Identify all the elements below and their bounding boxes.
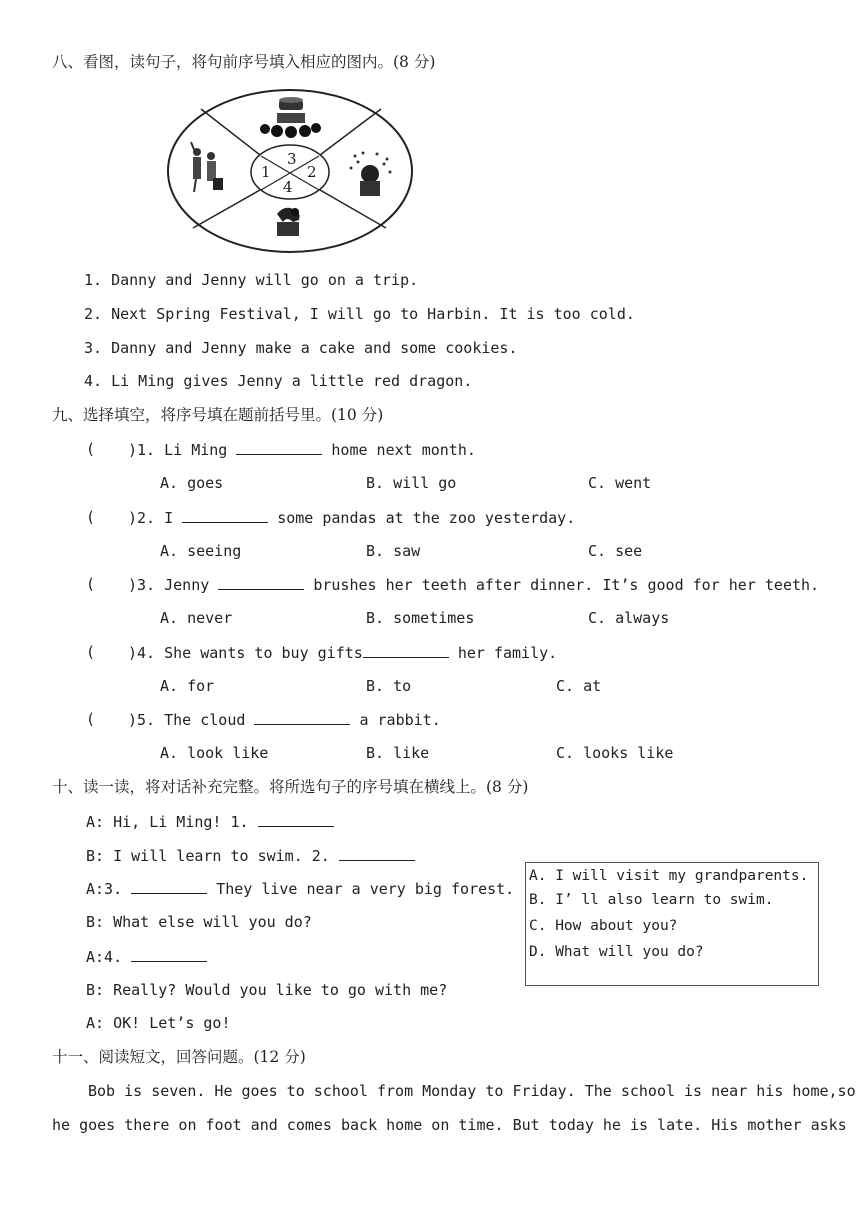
section-9-heading: 九、选择填空，将序号填在题前括号里。(10 分) <box>52 406 384 424</box>
answer-bracket[interactable]: ( <box>86 440 96 458</box>
answer-bracket[interactable]: ( <box>86 710 96 728</box>
dialogue-line: B: What else will you do? <box>86 913 312 931</box>
sentence-3: 3. Danny and Jenny make a cake and some cookies. <box>84 339 518 357</box>
question-row: )4. She wants to buy gifts her family. <box>128 644 558 662</box>
choice-b: B. I’ ll also learn to swim. <box>529 892 774 908</box>
option-b: B. like <box>366 744 430 762</box>
option-c: C. at <box>556 677 602 695</box>
option-b: B. sometimes <box>366 609 475 627</box>
question-row: )5. The cloud a rabbit. <box>128 711 441 729</box>
option-c: C. looks like <box>556 744 674 762</box>
trip-people-icon <box>191 142 223 192</box>
section-8-heading: 八、看图，读句子，将句前序号填入相应的图内。(8 分) <box>52 53 436 71</box>
answer-blank[interactable] <box>218 574 304 590</box>
answer-blank[interactable] <box>258 811 334 827</box>
option-b: B. to <box>366 677 412 695</box>
choices-box <box>525 862 819 986</box>
sentence-4: 4. Li Ming gives Jenny a little red dragon. <box>84 372 473 390</box>
dialogue-line: A:3. They live near a very big forest. <box>86 880 515 898</box>
answer-blank[interactable] <box>236 439 322 455</box>
option-c: C. went <box>588 474 652 492</box>
sentence-2: 2. Next Spring Festival, I will go to Harbin. It is too cold. <box>84 305 635 323</box>
choice-a: A. I will visit my grandparents. <box>529 868 809 884</box>
answer-blank[interactable] <box>363 642 449 658</box>
option-c: C. see <box>588 542 643 560</box>
answer-bracket[interactable]: ( <box>86 643 96 661</box>
section-10-heading: 十、读一读，将对话补充完整。将所选句子的序号填在横线上。(8 分) <box>52 778 529 796</box>
dialogue-line: A:4. <box>86 946 207 967</box>
answer-blank[interactable] <box>182 507 268 523</box>
figure-label-4: 4 <box>283 178 293 196</box>
passage-line-1: Bob is seven. He goes to school from Monday to Friday. The school is near his home,so <box>88 1082 856 1100</box>
figure-label-3: 3 <box>287 150 297 168</box>
answer-blank[interactable] <box>254 709 350 725</box>
dialogue-line: B: I will learn to swim. 2. <box>86 845 415 866</box>
answer-bracket[interactable]: ( <box>86 508 96 526</box>
option-a: A. for <box>160 677 215 695</box>
option-c: C. always <box>588 609 670 627</box>
dialogue-line: B: Really? Would you like to go with me? <box>86 981 448 999</box>
dragon-gift-icon <box>277 208 300 236</box>
option-a: A. goes <box>160 474 224 492</box>
answer-bracket[interactable]: ( <box>86 575 96 593</box>
option-a: A. never <box>160 609 233 627</box>
dialogue-line: A: OK! Let’s go! <box>86 1014 231 1032</box>
option-a: A. look like <box>160 744 269 762</box>
option-a: A. seeing <box>160 542 242 560</box>
section-11-heading: 十一、阅读短文，回答问题。(12 分) <box>52 1048 306 1066</box>
passage-line-2: he goes there on foot and comes back home on time. But today he is late. His mother asks <box>52 1116 847 1134</box>
answer-blank[interactable] <box>131 946 207 962</box>
question-row: )1. Li Ming home next month. <box>128 441 476 459</box>
option-b: B. will go <box>366 474 457 492</box>
choice-d: D. What will you do? <box>529 944 704 960</box>
figure-label-1: 1 <box>261 163 271 181</box>
snow-harbin-icon <box>350 152 392 197</box>
cake-cookies-icon <box>260 97 321 138</box>
question-row: )2. I some pandas at the zoo yesterday. <box>128 509 576 527</box>
dialogue-line: A: Hi, Li Ming! 1. <box>86 811 334 832</box>
figure-label-2: 2 <box>307 163 317 181</box>
answer-blank[interactable] <box>131 878 207 894</box>
answer-blank[interactable] <box>339 845 415 861</box>
option-b: B. saw <box>366 542 421 560</box>
sentence-1: 1. Danny and Jenny will go on a trip. <box>84 271 419 289</box>
choice-c: C. How about you? <box>529 918 678 934</box>
picture-matching-figure <box>165 86 415 256</box>
question-row: )3. Jenny brushes her teeth after dinner. It’s good for her teeth. <box>128 576 820 594</box>
